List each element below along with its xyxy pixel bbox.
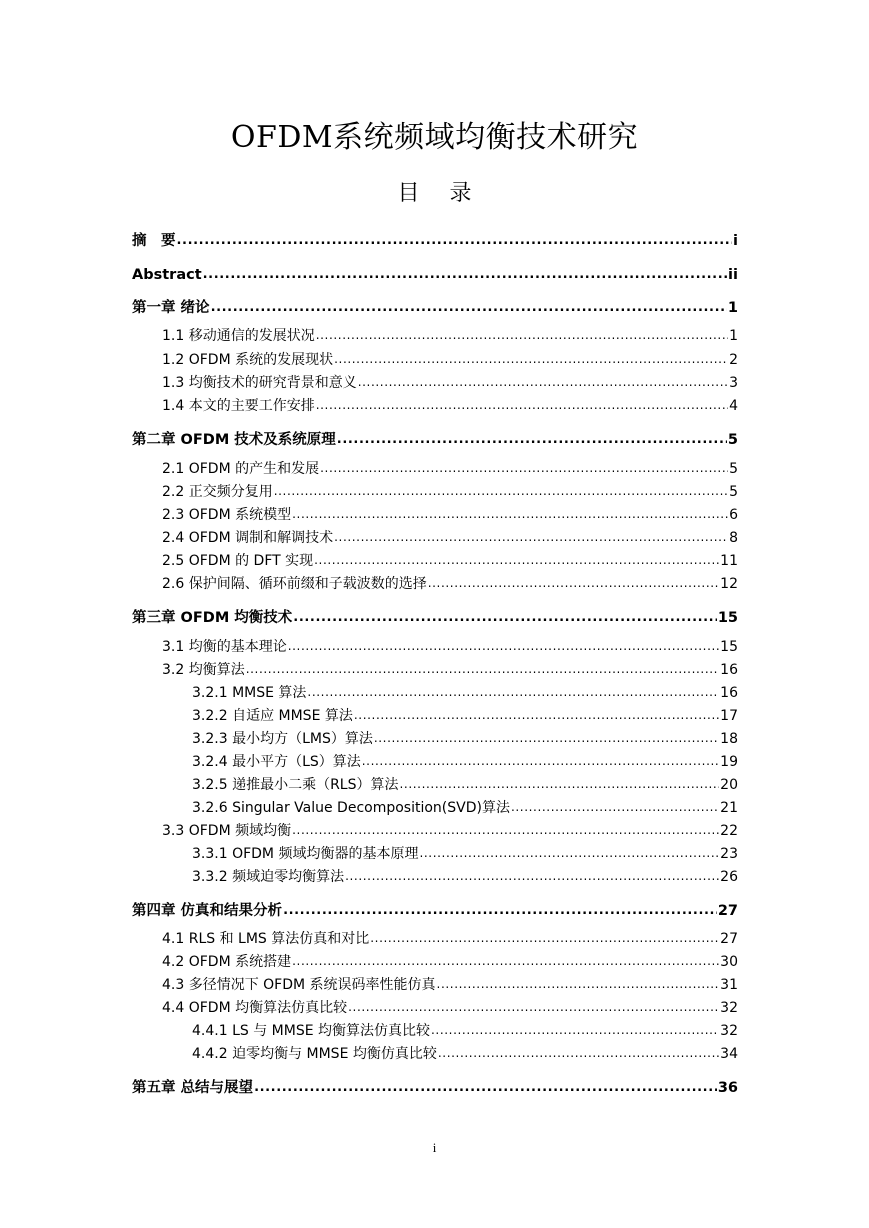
toc-dot-leader — [370, 927, 719, 949]
toc-entry-label: 1.1 移动通信的发展状况 — [162, 328, 315, 344]
toc-dot-leader — [354, 704, 719, 726]
toc-entry[interactable] — [192, 866, 738, 888]
toc-dot-leader — [293, 606, 717, 629]
toc-dot-leader — [511, 796, 719, 818]
toc-dot-leader — [203, 263, 727, 286]
toc-entry-page: 3 — [729, 375, 738, 391]
toc-entry-page: 5 — [727, 432, 738, 448]
toc-entry-label: 4.2 OFDM 系统搭建 — [162, 954, 292, 970]
toc-entry[interactable] — [162, 951, 738, 973]
toc-dot-leader — [400, 773, 720, 795]
toc-entry[interactable] — [132, 297, 738, 319]
toc-entry-page: 4 — [729, 398, 738, 414]
toc-entry-label: 2.3 OFDM 系统模型 — [162, 507, 292, 523]
toc-entry[interactable] — [132, 264, 738, 286]
toc-entry-label: 3.2.4 最小平方（LS）算法 — [192, 754, 361, 770]
toc-entry-page: ii — [728, 267, 738, 283]
toc-entry[interactable] — [162, 550, 738, 572]
toc-dot-leader — [438, 1042, 719, 1064]
toc-dot-leader — [288, 635, 719, 657]
toc-dot-leader — [314, 549, 719, 571]
toc-entry-label: 2.5 OFDM 的 DFT 实现 — [162, 553, 314, 569]
toc-entry-label: 1.3 均衡技术的研究背景和意义 — [162, 375, 357, 391]
toc-entry-page: 32 — [720, 1023, 738, 1039]
toc-entry-page: 30 — [720, 954, 738, 970]
toc-entry-label: 第四章 仿真和结果分析 — [132, 903, 283, 919]
toc-dot-leader — [292, 950, 719, 972]
toc-entry-label: 2.2 正交频分复用 — [162, 484, 273, 500]
toc-entry[interactable] — [162, 659, 738, 681]
toc-dot-leader — [283, 899, 717, 922]
toc-entry-page: 15 — [720, 639, 738, 655]
toc-entry-page: 16 — [720, 662, 738, 678]
toc-entry-page: 20 — [720, 777, 738, 793]
toc-entry-label: 第二章 OFDM 技术及系统原理 — [132, 432, 336, 448]
toc-entry-page: 6 — [729, 507, 738, 523]
toc-entry-page: 34 — [720, 1046, 738, 1062]
toc-dot-leader — [419, 842, 719, 864]
toc-dot-leader — [254, 1076, 717, 1099]
toc-entry[interactable] — [162, 458, 738, 480]
toc-entry[interactable] — [162, 636, 738, 658]
toc-entry-page: 18 — [720, 731, 738, 747]
toc-entry[interactable] — [162, 997, 738, 1019]
toc-entry[interactable] — [192, 705, 738, 727]
toc-entry[interactable] — [192, 797, 738, 819]
toc-entry-label: 4.4.1 LS 与 MMSE 均衡算法仿真比较 — [192, 1023, 430, 1039]
toc-entry-label: 4.4.2 迫零均衡与 MMSE 均衡仿真比较 — [192, 1046, 437, 1062]
toc-entry-label: 4.3 多径情况下 OFDM 系统误码率性能仿真 — [162, 977, 436, 993]
toc-dot-leader — [316, 394, 728, 416]
toc-entry-page: 17 — [720, 708, 738, 724]
toc-dot-leader — [334, 348, 728, 370]
toc-entry-page: 36 — [717, 1080, 738, 1096]
toc-entry[interactable] — [162, 820, 738, 842]
toc-entry-page: 31 — [720, 977, 738, 993]
toc-dot-leader — [320, 457, 728, 479]
toc-entry-label: 3.2.3 最小均方（LMS）算法 — [192, 731, 373, 747]
toc-dot-leader — [274, 480, 728, 502]
toc-entry-page: 32 — [720, 1000, 738, 1016]
toc-dot-leader — [437, 973, 720, 995]
page-number: i — [432, 1140, 437, 1155]
toc-entry-label: 3.3 OFDM 频域均衡 — [162, 823, 292, 839]
toc-dot-leader — [292, 503, 728, 525]
toc-entry-label: 3.3.1 OFDM 频域均衡器的基本原理 — [192, 846, 419, 862]
toc-entry-page: 16 — [720, 685, 738, 701]
toc-entry-page: 1 — [727, 300, 738, 316]
toc-heading-left: 目 — [397, 181, 420, 206]
toc-entry-label: 第五章 总结与展望 — [132, 1080, 254, 1096]
toc-dot-leader — [374, 727, 719, 749]
toc-entry-label: 3.2.5 递推最小二乘（RLS）算法 — [192, 777, 399, 793]
toc-entry-label: 3.2.6 Singular Value Decomposition(SVD)算法 — [192, 800, 510, 816]
toc-entry-page: 5 — [729, 461, 738, 477]
toc-entry-label: 2.6 保护间隔、循环前缀和子载波数的选择 — [162, 576, 427, 592]
toc-entry[interactable] — [162, 395, 738, 417]
toc-dot-leader — [307, 681, 719, 703]
toc-entry-label: 3.2.1 MMSE 算法 — [192, 685, 307, 701]
toc-dot-leader — [334, 526, 728, 548]
toc-dot-leader — [348, 996, 719, 1018]
toc-dot-leader — [431, 1019, 719, 1041]
toc-entry[interactable] — [192, 843, 738, 865]
toc-dot-leader — [358, 371, 728, 393]
toc-entry[interactable] — [162, 325, 738, 347]
toc-entry-label: 摘 要 — [132, 233, 176, 249]
toc-entry[interactable] — [192, 682, 738, 704]
toc-entry-label: 2.1 OFDM 的产生和发展 — [162, 461, 320, 477]
toc-entry-page: 15 — [717, 610, 738, 626]
toc-dot-leader — [177, 229, 733, 252]
toc-entry-label: 1.2 OFDM 系统的发展现状 — [162, 352, 334, 368]
toc-dot-leader — [428, 572, 719, 594]
toc-entry[interactable] — [162, 928, 738, 950]
toc-entry-page: 27 — [717, 903, 738, 919]
document-title: OFDM系统频域均衡技术研究 — [230, 120, 639, 155]
toc-entry-label: 3.2.2 自适应 MMSE 算法 — [192, 708, 353, 724]
toc-entry[interactable] — [192, 1043, 738, 1065]
toc-entry-page: 23 — [720, 846, 738, 862]
toc-entry-label: 4.4 OFDM 均衡算法仿真比较 — [162, 1000, 348, 1016]
toc-entry[interactable] — [132, 1077, 738, 1099]
toc-dot-leader — [345, 865, 719, 887]
toc-entry-page: i — [733, 233, 738, 249]
toc-entry[interactable] — [132, 230, 738, 252]
toc-entry[interactable] — [132, 900, 738, 922]
toc-entry[interactable] — [132, 607, 738, 629]
toc-entry[interactable] — [162, 573, 738, 595]
toc-dot-leader — [211, 296, 727, 319]
toc-entry[interactable] — [192, 1020, 738, 1042]
toc-entry[interactable] — [192, 728, 738, 750]
toc-entry[interactable] — [162, 527, 738, 549]
toc-entry-page: 8 — [729, 530, 738, 546]
toc-dot-leader — [362, 750, 719, 772]
toc-heading-right: 录 — [449, 181, 472, 206]
toc-entry[interactable] — [192, 774, 738, 796]
toc-entry[interactable] — [162, 349, 738, 371]
toc-entry[interactable] — [162, 974, 738, 996]
toc-entry-page: 22 — [720, 823, 738, 839]
toc-entry[interactable] — [162, 504, 738, 526]
toc-dot-leader — [292, 819, 719, 841]
toc-entry[interactable] — [192, 751, 738, 773]
toc-dot-leader — [246, 658, 719, 680]
toc-entry-label: 第一章 绪论 — [132, 300, 210, 316]
toc-dot-leader — [316, 324, 728, 346]
toc-entry-page: 12 — [720, 576, 738, 592]
toc-entry[interactable] — [162, 481, 738, 503]
toc-entry-label: 3.2 均衡算法 — [162, 662, 245, 678]
toc-entry-page: 19 — [720, 754, 738, 770]
toc-entry-label: 2.4 OFDM 调制和解调技术 — [162, 530, 334, 546]
toc-entry[interactable] — [162, 372, 738, 394]
toc-entry-page: 26 — [720, 869, 738, 885]
toc-entry-label: 3.1 均衡的基本理论 — [162, 639, 287, 655]
toc-heading — [0, 176, 869, 207]
toc-entry-page: 2 — [729, 352, 738, 368]
toc-entry-page: 5 — [729, 484, 738, 500]
toc-entry-page: 27 — [720, 931, 738, 947]
toc-entry-page: 21 — [720, 800, 738, 816]
toc-entry-label: 第三章 OFDM 均衡技术 — [132, 610, 293, 626]
toc-entry-page: 1 — [729, 328, 738, 344]
toc-entry[interactable] — [132, 429, 738, 451]
toc-entry-label: 3.3.2 频域迫零均衡算法 — [192, 869, 345, 885]
toc-entry-page: 11 — [720, 553, 738, 569]
toc-dot-leader — [337, 428, 727, 451]
toc-entry-label: 1.4 本文的主要工作安排 — [162, 398, 315, 414]
toc-entry-label: Abstract — [132, 267, 202, 283]
toc-entry-label: 4.1 RLS 和 LMS 算法仿真和对比 — [162, 931, 370, 947]
